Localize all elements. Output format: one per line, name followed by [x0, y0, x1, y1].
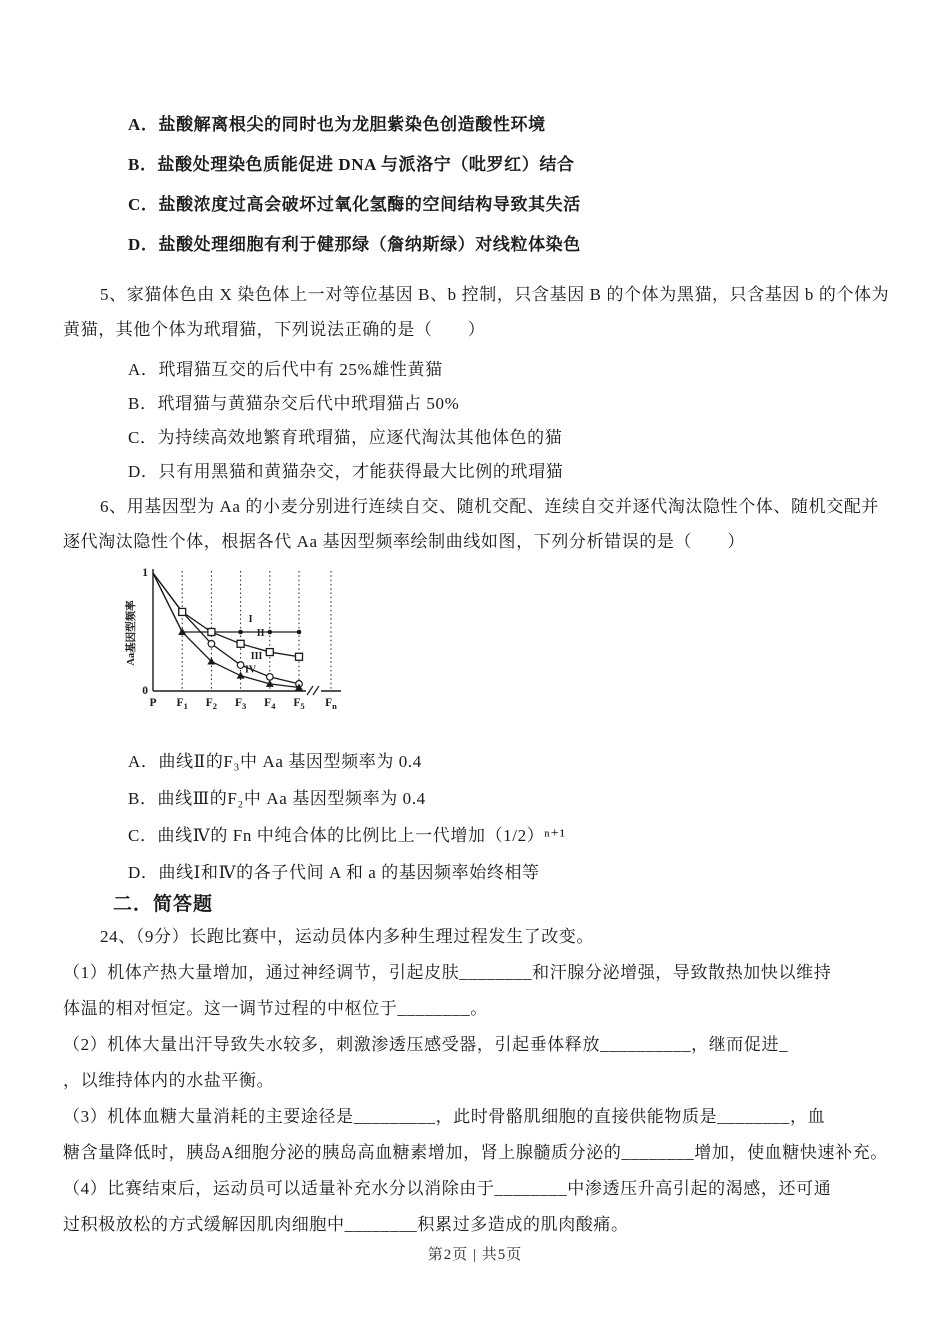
q24-part1-line2: 体温的相对恒定。这一调节过程的中枢位于________。: [63, 999, 488, 1018]
q5-stem-line2: 黄猫，其他个体为玳瑁猫，下列说法正确的是（ ）: [63, 320, 486, 339]
svg-text:I: I: [248, 614, 253, 625]
svg-text:F3: $F_3$: [234, 697, 247, 711]
section2-header: 二．简答题: [113, 894, 214, 915]
q5-option-a: A．玳瑁猫互交的后代中有 25%雄性黄猫: [128, 360, 443, 379]
svg-text:II: II: [256, 627, 265, 639]
svg-text:1: 1: [142, 567, 148, 579]
q5-option-d: D．只有用黑猫和黄猫杂交，才能获得最大比例的玳瑁猫: [128, 462, 564, 481]
q24-part3-line2: 糖含量降低时，胰岛A细胞分泌的胰岛高血糖素增加，肾上腺髓质分泌的________增加，使血糖快速补充。: [63, 1143, 888, 1162]
q4-option-d: D．盐酸处理细胞有利于健那绿（詹纳斯绿）对线粒体染色: [128, 235, 581, 254]
q6-option-b: B．曲线Ⅲ的F₂中 Aa 基因型频率为 0.4: [128, 789, 426, 808]
question5-stem: [63, 277, 892, 347]
q24-part2-line1: （2）机体大量出汗导致失水较多，刺激渗透压感受器，引起垂体释放__________，继而促进_: [63, 1035, 789, 1054]
svg-text:F2: $F_2$: [205, 697, 218, 711]
page-number-footer: 第2页 | 共5页: [427, 1247, 523, 1263]
svg-text:III: III: [250, 651, 263, 663]
svg-text:F5: $F_5$: [293, 697, 305, 711]
q24-part4: [63, 1171, 892, 1243]
q6-stem-line2: 逐代淘汰隐性个体，根据各代 Aa 基因型频率绘制曲线如图，下列分析错误的是（ ）: [63, 532, 745, 551]
q4-option-b: B．盐酸处理染色质能促进 DNA 与派洛宁（吡罗红）结合: [128, 155, 575, 174]
q6-option-d: D．曲线Ⅰ和Ⅳ的各子代间 A 和 a 的基因频率始终相等: [128, 863, 540, 882]
svg-text:F4: $F_4$: [264, 697, 276, 711]
q24-part1: [63, 955, 892, 1027]
q5-option-c: C．为持续高效地繁育玳瑁猫，应逐代淘汰其他体色的猫: [128, 428, 563, 447]
question6-options: [63, 743, 892, 891]
svg-text:F1: $F_1$: [176, 697, 188, 711]
q24-part4-line2: 过积极放松的方式缓解因肌肉细胞中________积累过多造成的肌肉酸痛。: [63, 1215, 629, 1234]
q24-part1-line1: （1）机体产热大量增加，通过神经调节，引起皮肤________和汗腺分泌增强，导致散热加快以维持: [63, 963, 832, 982]
question6-stem: [63, 489, 892, 559]
aa-genotype-frequency-chart: [123, 563, 892, 721]
question4-options: [63, 105, 892, 265]
q24-intro: 24、（9分）长跑比赛中，运动员体内多种生理过程发生了改变。: [100, 927, 594, 946]
q6-option-a: A．曲线Ⅱ的F₃中 Aa 基因型频率为 0.4: [128, 752, 422, 771]
q24-part2: [63, 1027, 892, 1099]
svg-text:0: 0: [142, 685, 148, 697]
q5-option-b: B．玳瑁猫与黄猫杂交后代中玳瑁猫占 50%: [128, 394, 460, 413]
svg-text:IV: IV: [245, 664, 257, 676]
q6-stem-line1: 6、用基因型为 Aa 的小麦分别进行连续自交、随机交配、连续自交并逐代淘汰隐性个体、随机交配并: [100, 497, 880, 516]
question24: [63, 919, 892, 1243]
q6-option-c: C．曲线Ⅳ的 Fn 中纯合体的比例比上一代增加（1/2）ⁿ⁺¹: [128, 826, 566, 845]
q24-part2-line2: ，以维持体内的水盐平衡。: [63, 1071, 275, 1090]
svg-text:Aa基因型频率: Aa基因型频率: [126, 600, 137, 666]
q24-part3: [63, 1099, 892, 1171]
svg-text:Fn: $F_n$: [325, 697, 337, 711]
aa-genotype-frequency-chart-svg: [123, 563, 345, 721]
q5-stem-line1: 5、家猫体色由 X 染色体上一对等位基因 B、b 控制，只含基因 B 的个体为黑猫，只含基因 b 的个体为: [100, 285, 890, 304]
svg-text:P: P: [149, 697, 157, 709]
q24-part4-line1: （4）比赛结束后，运动员可以适量补充水分以消除由于________中渗透压升高引起的渴感，还可通: [63, 1179, 832, 1198]
q4-option-a: A．盐酸解离根尖的同时也为龙胆紫染色创造酸性环境: [128, 115, 546, 134]
q24-part3-line1: （3）机体血糖大量消耗的主要途径是_________，此时骨骼肌细胞的直接供能物质是________，血: [63, 1107, 826, 1126]
question5-options: [63, 353, 892, 489]
q4-option-c: C．盐酸浓度过高会破坏过氧化氢酶的空间结构导致其失活: [128, 195, 581, 214]
